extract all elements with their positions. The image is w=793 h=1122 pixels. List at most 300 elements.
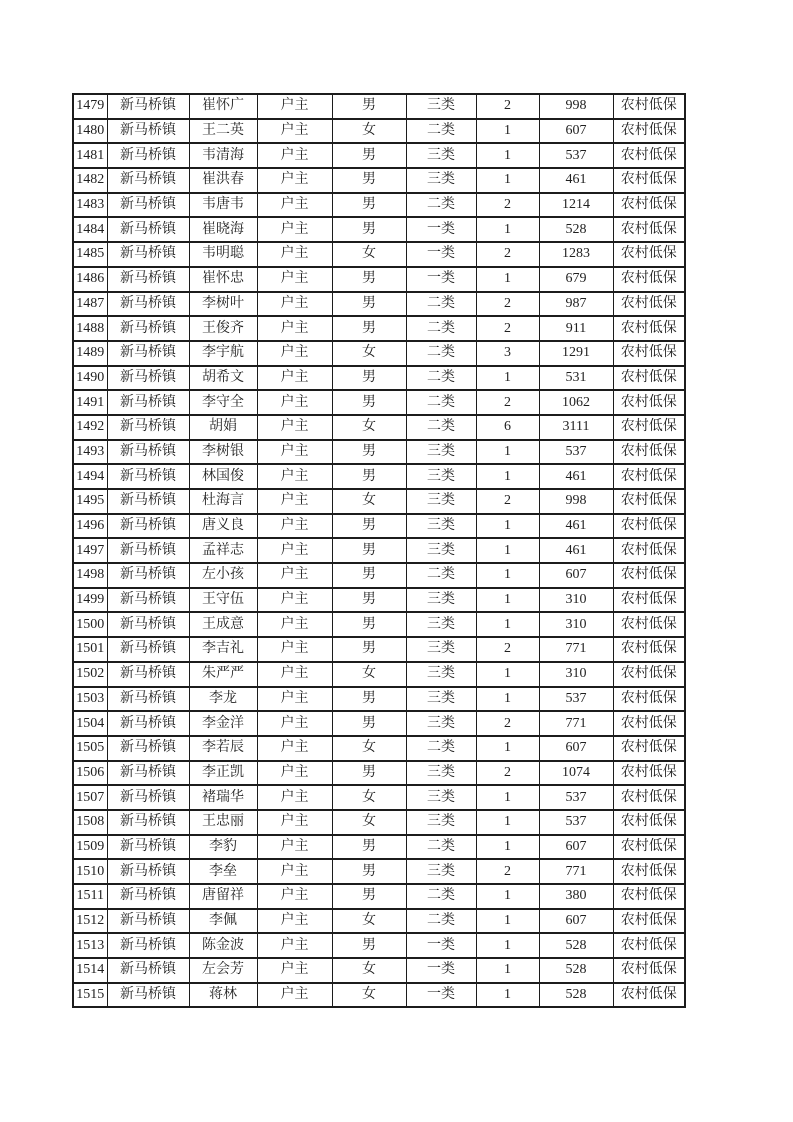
table-row	[73, 933, 685, 958]
cell-relation: 户主	[257, 835, 332, 860]
cell-gender: 男	[332, 292, 406, 317]
cell-name: 李正凯	[189, 761, 257, 786]
cell-category: 二类	[406, 884, 476, 909]
cell-amount: 998	[539, 94, 613, 119]
table-row	[73, 711, 685, 736]
cell-count: 1	[476, 933, 539, 958]
cell-count: 1	[476, 662, 539, 687]
cell-amount: 607	[539, 736, 613, 761]
cell-relation: 户主	[257, 514, 332, 539]
cell-category: 三类	[406, 859, 476, 884]
cell-count: 1	[476, 168, 539, 193]
cell-name: 李宇航	[189, 341, 257, 366]
cell-name: 褚瑞华	[189, 785, 257, 810]
cell-category: 二类	[406, 316, 476, 341]
cell-name: 孟祥志	[189, 538, 257, 563]
cell-town: 新马桥镇	[107, 119, 189, 144]
cell-index: 1486	[73, 267, 107, 292]
cell-town: 新马桥镇	[107, 983, 189, 1008]
cell-town: 新马桥镇	[107, 637, 189, 662]
cell-name: 李树叶	[189, 292, 257, 317]
cell-welfare-type: 农村低保	[613, 588, 685, 613]
cell-index: 1484	[73, 217, 107, 242]
cell-index: 1482	[73, 168, 107, 193]
cell-town: 新马桥镇	[107, 168, 189, 193]
cell-category: 三类	[406, 168, 476, 193]
cell-gender: 男	[332, 563, 406, 588]
cell-relation: 户主	[257, 440, 332, 465]
cell-category: 二类	[406, 390, 476, 415]
cell-welfare-type: 农村低保	[613, 958, 685, 983]
cell-town: 新马桥镇	[107, 662, 189, 687]
cell-amount: 528	[539, 933, 613, 958]
cell-name: 韦明聪	[189, 242, 257, 267]
cell-category: 三类	[406, 612, 476, 637]
table-row	[73, 637, 685, 662]
cell-town: 新马桥镇	[107, 316, 189, 341]
cell-name: 左会芳	[189, 958, 257, 983]
table-row	[73, 785, 685, 810]
cell-count: 1	[476, 687, 539, 712]
table-row	[73, 958, 685, 983]
cell-name: 王忠丽	[189, 810, 257, 835]
cell-town: 新马桥镇	[107, 538, 189, 563]
cell-index: 1488	[73, 316, 107, 341]
table-row	[73, 612, 685, 637]
cell-welfare-type: 农村低保	[613, 538, 685, 563]
cell-category: 二类	[406, 341, 476, 366]
cell-gender: 男	[332, 711, 406, 736]
cell-welfare-type: 农村低保	[613, 292, 685, 317]
cell-name: 杜海言	[189, 489, 257, 514]
cell-relation: 户主	[257, 909, 332, 934]
cell-relation: 户主	[257, 785, 332, 810]
cell-town: 新马桥镇	[107, 415, 189, 440]
cell-gender: 男	[332, 761, 406, 786]
cell-category: 三类	[406, 143, 476, 168]
cell-index: 1507	[73, 785, 107, 810]
cell-amount: 537	[539, 440, 613, 465]
cell-name: 林国俊	[189, 464, 257, 489]
cell-town: 新马桥镇	[107, 909, 189, 934]
table-row	[73, 662, 685, 687]
cell-welfare-type: 农村低保	[613, 143, 685, 168]
cell-name: 李守全	[189, 390, 257, 415]
cell-town: 新马桥镇	[107, 761, 189, 786]
cell-index: 1479	[73, 94, 107, 119]
cell-name: 韦唐韦	[189, 193, 257, 218]
cell-gender: 男	[332, 884, 406, 909]
cell-town: 新马桥镇	[107, 859, 189, 884]
cell-town: 新马桥镇	[107, 440, 189, 465]
table-row	[73, 168, 685, 193]
welfare-table-body	[73, 94, 685, 1007]
cell-count: 1	[476, 736, 539, 761]
cell-town: 新马桥镇	[107, 267, 189, 292]
table-row	[73, 440, 685, 465]
cell-relation: 户主	[257, 588, 332, 613]
cell-gender: 男	[332, 143, 406, 168]
cell-category: 二类	[406, 415, 476, 440]
cell-relation: 户主	[257, 711, 332, 736]
table-row	[73, 588, 685, 613]
cell-index: 1515	[73, 983, 107, 1008]
cell-welfare-type: 农村低保	[613, 933, 685, 958]
cell-town: 新马桥镇	[107, 785, 189, 810]
table-row	[73, 143, 685, 168]
cell-welfare-type: 农村低保	[613, 711, 685, 736]
cell-index: 1498	[73, 563, 107, 588]
cell-count: 2	[476, 711, 539, 736]
cell-count: 1	[476, 366, 539, 391]
cell-relation: 户主	[257, 736, 332, 761]
cell-name: 李树银	[189, 440, 257, 465]
cell-relation: 户主	[257, 637, 332, 662]
cell-relation: 户主	[257, 415, 332, 440]
cell-index: 1514	[73, 958, 107, 983]
cell-category: 二类	[406, 366, 476, 391]
cell-relation: 户主	[257, 983, 332, 1008]
cell-count: 2	[476, 193, 539, 218]
cell-category: 三类	[406, 588, 476, 613]
cell-amount: 528	[539, 983, 613, 1008]
table-row	[73, 217, 685, 242]
cell-town: 新马桥镇	[107, 933, 189, 958]
cell-index: 1483	[73, 193, 107, 218]
cell-welfare-type: 农村低保	[613, 242, 685, 267]
cell-gender: 男	[332, 316, 406, 341]
cell-relation: 户主	[257, 143, 332, 168]
cell-relation: 户主	[257, 316, 332, 341]
cell-index: 1499	[73, 588, 107, 613]
cell-category: 一类	[406, 958, 476, 983]
cell-amount: 1074	[539, 761, 613, 786]
table-row	[73, 193, 685, 218]
table-row	[73, 94, 685, 119]
cell-amount: 998	[539, 489, 613, 514]
cell-index: 1497	[73, 538, 107, 563]
cell-relation: 户主	[257, 168, 332, 193]
cell-index: 1494	[73, 464, 107, 489]
cell-gender: 男	[332, 933, 406, 958]
cell-gender: 男	[332, 267, 406, 292]
cell-gender: 男	[332, 168, 406, 193]
cell-town: 新马桥镇	[107, 958, 189, 983]
cell-welfare-type: 农村低保	[613, 761, 685, 786]
cell-count: 2	[476, 94, 539, 119]
cell-name: 左小孩	[189, 563, 257, 588]
cell-gender: 男	[332, 859, 406, 884]
cell-name: 李金洋	[189, 711, 257, 736]
cell-index: 1500	[73, 612, 107, 637]
cell-index: 1510	[73, 859, 107, 884]
cell-relation: 户主	[257, 958, 332, 983]
cell-amount: 461	[539, 168, 613, 193]
cell-name: 李豹	[189, 835, 257, 860]
cell-index: 1480	[73, 119, 107, 144]
cell-name: 李吉礼	[189, 637, 257, 662]
cell-welfare-type: 农村低保	[613, 267, 685, 292]
table-row	[73, 267, 685, 292]
cell-gender: 女	[332, 662, 406, 687]
cell-category: 一类	[406, 983, 476, 1008]
cell-town: 新马桥镇	[107, 711, 189, 736]
cell-name: 李龙	[189, 687, 257, 712]
cell-count: 6	[476, 415, 539, 440]
cell-amount: 537	[539, 143, 613, 168]
cell-category: 二类	[406, 563, 476, 588]
cell-town: 新马桥镇	[107, 390, 189, 415]
cell-relation: 户主	[257, 267, 332, 292]
cell-count: 2	[476, 292, 539, 317]
cell-relation: 户主	[257, 217, 332, 242]
cell-amount: 607	[539, 835, 613, 860]
cell-count: 1	[476, 143, 539, 168]
cell-name: 崔怀广	[189, 94, 257, 119]
table-row	[73, 464, 685, 489]
cell-amount: 461	[539, 514, 613, 539]
cell-gender: 男	[332, 94, 406, 119]
cell-welfare-type: 农村低保	[613, 612, 685, 637]
cell-index: 1487	[73, 292, 107, 317]
cell-relation: 户主	[257, 538, 332, 563]
cell-gender: 女	[332, 489, 406, 514]
cell-category: 三类	[406, 94, 476, 119]
cell-relation: 户主	[257, 193, 332, 218]
cell-welfare-type: 农村低保	[613, 366, 685, 391]
cell-welfare-type: 农村低保	[613, 168, 685, 193]
cell-count: 1	[476, 464, 539, 489]
cell-index: 1492	[73, 415, 107, 440]
cell-welfare-type: 农村低保	[613, 316, 685, 341]
cell-name: 唐留祥	[189, 884, 257, 909]
cell-town: 新马桥镇	[107, 366, 189, 391]
cell-count: 1	[476, 785, 539, 810]
cell-count: 1	[476, 588, 539, 613]
cell-gender: 女	[332, 736, 406, 761]
cell-amount: 771	[539, 711, 613, 736]
cell-category: 三类	[406, 637, 476, 662]
cell-index: 1512	[73, 909, 107, 934]
cell-count: 1	[476, 835, 539, 860]
cell-gender: 男	[332, 440, 406, 465]
cell-welfare-type: 农村低保	[613, 687, 685, 712]
cell-category: 三类	[406, 711, 476, 736]
table-row	[73, 563, 685, 588]
cell-index: 1489	[73, 341, 107, 366]
cell-relation: 户主	[257, 810, 332, 835]
cell-gender: 男	[332, 538, 406, 563]
cell-name: 崔怀忠	[189, 267, 257, 292]
cell-amount: 310	[539, 662, 613, 687]
cell-amount: 771	[539, 637, 613, 662]
cell-amount: 1283	[539, 242, 613, 267]
cell-relation: 户主	[257, 242, 332, 267]
cell-name: 王俊齐	[189, 316, 257, 341]
cell-relation: 户主	[257, 612, 332, 637]
cell-category: 三类	[406, 810, 476, 835]
table-row	[73, 983, 685, 1008]
cell-amount: 537	[539, 785, 613, 810]
cell-gender: 女	[332, 983, 406, 1008]
table-row	[73, 859, 685, 884]
cell-count: 1	[476, 810, 539, 835]
cell-index: 1493	[73, 440, 107, 465]
cell-count: 1	[476, 909, 539, 934]
cell-relation: 户主	[257, 884, 332, 909]
cell-relation: 户主	[257, 933, 332, 958]
cell-amount: 3111	[539, 415, 613, 440]
cell-relation: 户主	[257, 563, 332, 588]
cell-welfare-type: 农村低保	[613, 563, 685, 588]
cell-count: 1	[476, 563, 539, 588]
table-row	[73, 292, 685, 317]
cell-welfare-type: 农村低保	[613, 489, 685, 514]
cell-welfare-type: 农村低保	[613, 859, 685, 884]
cell-index: 1506	[73, 761, 107, 786]
table-row	[73, 366, 685, 391]
cell-count: 1	[476, 884, 539, 909]
cell-category: 三类	[406, 514, 476, 539]
cell-index: 1501	[73, 637, 107, 662]
table-row	[73, 810, 685, 835]
cell-gender: 女	[332, 242, 406, 267]
table-row	[73, 514, 685, 539]
cell-relation: 户主	[257, 366, 332, 391]
cell-index: 1496	[73, 514, 107, 539]
cell-index: 1481	[73, 143, 107, 168]
cell-name: 李若辰	[189, 736, 257, 761]
cell-welfare-type: 农村低保	[613, 736, 685, 761]
cell-category: 三类	[406, 662, 476, 687]
cell-town: 新马桥镇	[107, 736, 189, 761]
cell-town: 新马桥镇	[107, 143, 189, 168]
cell-index: 1513	[73, 933, 107, 958]
cell-gender: 男	[332, 193, 406, 218]
cell-count: 1	[476, 267, 539, 292]
cell-welfare-type: 农村低保	[613, 662, 685, 687]
cell-category: 一类	[406, 267, 476, 292]
cell-index: 1505	[73, 736, 107, 761]
cell-name: 王守伍	[189, 588, 257, 613]
cell-welfare-type: 农村低保	[613, 193, 685, 218]
cell-count: 2	[476, 859, 539, 884]
cell-amount: 537	[539, 810, 613, 835]
cell-category: 三类	[406, 440, 476, 465]
cell-name: 李佩	[189, 909, 257, 934]
cell-relation: 户主	[257, 94, 332, 119]
cell-gender: 男	[332, 835, 406, 860]
cell-gender: 女	[332, 909, 406, 934]
cell-gender: 男	[332, 588, 406, 613]
cell-welfare-type: 农村低保	[613, 514, 685, 539]
table-row	[73, 415, 685, 440]
cell-count: 1	[476, 983, 539, 1008]
cell-category: 一类	[406, 933, 476, 958]
cell-count: 1	[476, 958, 539, 983]
cell-category: 二类	[406, 835, 476, 860]
cell-name: 王成意	[189, 612, 257, 637]
cell-welfare-type: 农村低保	[613, 217, 685, 242]
cell-index: 1508	[73, 810, 107, 835]
cell-amount: 310	[539, 612, 613, 637]
cell-amount: 528	[539, 217, 613, 242]
cell-name: 崔洪春	[189, 168, 257, 193]
cell-town: 新马桥镇	[107, 464, 189, 489]
cell-category: 二类	[406, 292, 476, 317]
cell-welfare-type: 农村低保	[613, 909, 685, 934]
cell-index: 1503	[73, 687, 107, 712]
cell-count: 1	[476, 217, 539, 242]
cell-count: 2	[476, 316, 539, 341]
cell-town: 新马桥镇	[107, 563, 189, 588]
cell-amount: 1291	[539, 341, 613, 366]
cell-index: 1490	[73, 366, 107, 391]
cell-welfare-type: 农村低保	[613, 341, 685, 366]
cell-town: 新马桥镇	[107, 489, 189, 514]
table-row	[73, 761, 685, 786]
cell-amount: 310	[539, 588, 613, 613]
cell-gender: 男	[332, 464, 406, 489]
cell-town: 新马桥镇	[107, 292, 189, 317]
cell-town: 新马桥镇	[107, 242, 189, 267]
cell-amount: 679	[539, 267, 613, 292]
cell-category: 二类	[406, 736, 476, 761]
cell-category: 一类	[406, 242, 476, 267]
cell-gender: 女	[332, 785, 406, 810]
cell-gender: 女	[332, 341, 406, 366]
cell-amount: 528	[539, 958, 613, 983]
cell-name: 王二英	[189, 119, 257, 144]
cell-welfare-type: 农村低保	[613, 464, 685, 489]
cell-amount: 461	[539, 464, 613, 489]
cell-count: 1	[476, 612, 539, 637]
cell-name: 陈金波	[189, 933, 257, 958]
cell-town: 新马桥镇	[107, 588, 189, 613]
cell-index: 1502	[73, 662, 107, 687]
table-row	[73, 835, 685, 860]
cell-gender: 男	[332, 514, 406, 539]
cell-relation: 户主	[257, 687, 332, 712]
cell-name: 崔晓海	[189, 217, 257, 242]
cell-category: 三类	[406, 538, 476, 563]
table-row	[73, 390, 685, 415]
cell-index: 1495	[73, 489, 107, 514]
cell-count: 1	[476, 119, 539, 144]
cell-relation: 户主	[257, 859, 332, 884]
cell-category: 三类	[406, 785, 476, 810]
cell-index: 1509	[73, 835, 107, 860]
cell-index: 1485	[73, 242, 107, 267]
table-row	[73, 489, 685, 514]
cell-welfare-type: 农村低保	[613, 983, 685, 1008]
cell-index: 1504	[73, 711, 107, 736]
cell-count: 3	[476, 341, 539, 366]
cell-town: 新马桥镇	[107, 835, 189, 860]
cell-welfare-type: 农村低保	[613, 810, 685, 835]
cell-welfare-type: 农村低保	[613, 637, 685, 662]
cell-town: 新马桥镇	[107, 612, 189, 637]
cell-category: 三类	[406, 489, 476, 514]
cell-name: 韦清海	[189, 143, 257, 168]
table-row	[73, 687, 685, 712]
cell-town: 新马桥镇	[107, 341, 189, 366]
cell-welfare-type: 农村低保	[613, 119, 685, 144]
cell-category: 三类	[406, 687, 476, 712]
table-row	[73, 736, 685, 761]
cell-index: 1511	[73, 884, 107, 909]
cell-relation: 户主	[257, 464, 332, 489]
